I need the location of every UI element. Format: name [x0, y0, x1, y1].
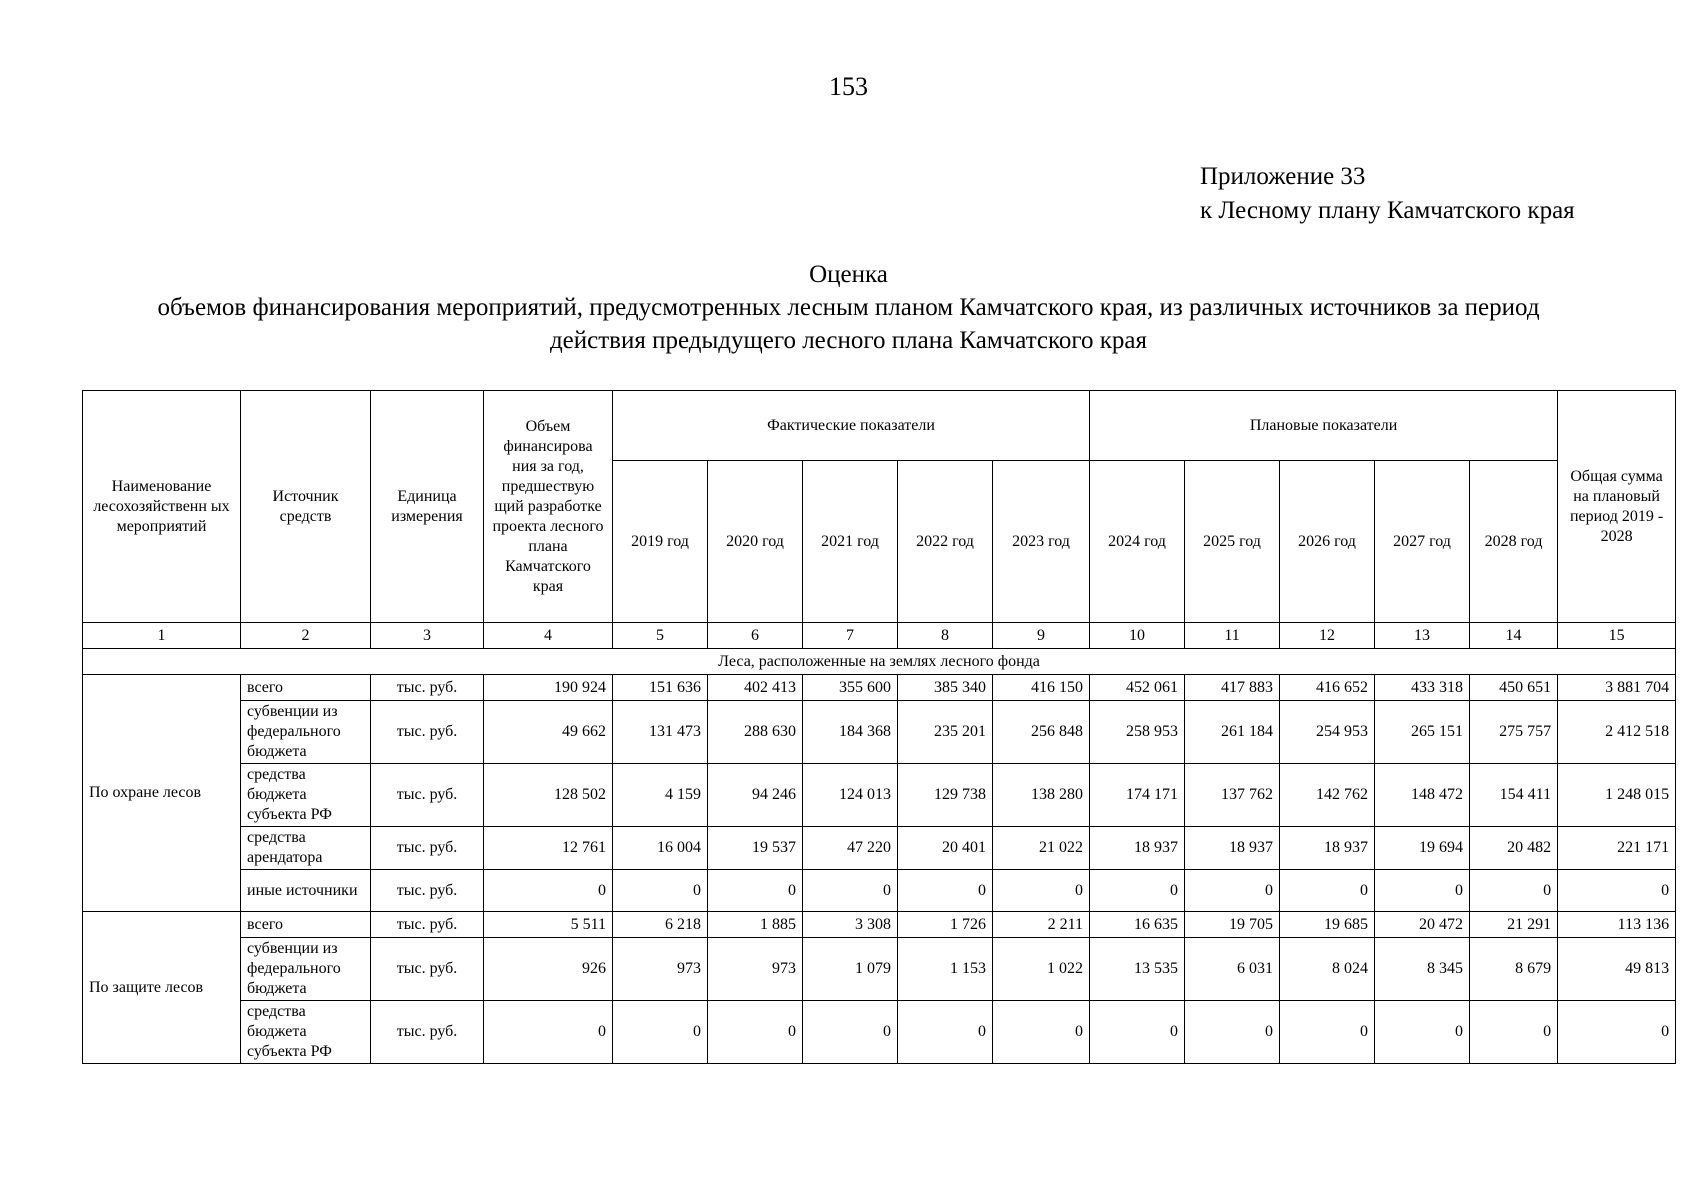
value-cell: 12 761 [484, 827, 613, 870]
column-number: 6 [708, 623, 803, 649]
value-cell: 0 [1375, 870, 1470, 912]
title-line-3: действия предыдущего лесного плана Камчатского края [549, 327, 1148, 354]
unit: тыс. руб. [371, 1001, 484, 1064]
value-cell: 6 218 [613, 912, 708, 938]
value-cell: 1 885 [708, 912, 803, 938]
value-cell: 0 [803, 870, 898, 912]
title-line-2: объемов финансирования мероприятий, предусмотренных лесным планом Камчатского края, из различных источников за период [157, 294, 1540, 321]
value-cell: 21 022 [993, 827, 1090, 870]
unit: тыс. руб. [371, 870, 484, 912]
value-cell: 128 502 [484, 764, 613, 827]
unit: тыс. руб. [371, 938, 484, 1001]
value-cell: 184 368 [803, 701, 898, 764]
value-cell: 221 171 [1558, 827, 1676, 870]
value-cell: 3 308 [803, 912, 898, 938]
activity-name: По охране лесов [83, 675, 241, 912]
value-cell: 142 762 [1280, 764, 1375, 827]
table-row [83, 938, 1676, 1001]
table-row [83, 701, 1676, 764]
value-cell: 94 246 [708, 764, 803, 827]
value-cell: 0 [1558, 870, 1676, 912]
header-year: 2023 год [993, 461, 1090, 623]
header-year: 2020 год [708, 461, 803, 623]
table-row [83, 1001, 1676, 1064]
value-cell: 6 031 [1185, 938, 1280, 1001]
value-cell: 0 [1090, 870, 1185, 912]
value-cell: 8 679 [1470, 938, 1558, 1001]
value-cell: 19 694 [1375, 827, 1470, 870]
table-row [83, 870, 1676, 912]
value-cell: 174 171 [1090, 764, 1185, 827]
value-cell: 151 636 [613, 675, 708, 701]
value-cell: 416 652 [1280, 675, 1375, 701]
funding-source: средства бюджета субъекта РФ [241, 1001, 371, 1064]
value-cell: 261 184 [1185, 701, 1280, 764]
value-cell: 13 535 [1090, 938, 1185, 1001]
value-cell: 0 [1280, 1001, 1375, 1064]
value-cell: 433 318 [1375, 675, 1470, 701]
value-cell: 20 472 [1375, 912, 1470, 938]
value-cell: 18 937 [1090, 827, 1185, 870]
value-cell: 138 280 [993, 764, 1090, 827]
value-cell: 21 291 [1470, 912, 1558, 938]
value-cell: 0 [898, 1001, 993, 1064]
value-cell: 1 079 [803, 938, 898, 1001]
value-cell: 1 248 015 [1558, 764, 1676, 827]
value-cell: 417 883 [1185, 675, 1280, 701]
column-number: 1 [83, 623, 241, 649]
value-cell: 0 [898, 870, 993, 912]
column-number: 14 [1470, 623, 1558, 649]
header-unit: Единица измерения [371, 391, 484, 623]
value-cell: 355 600 [803, 675, 898, 701]
table-row [83, 764, 1676, 827]
column-number: 5 [613, 623, 708, 649]
funding-source: всего [241, 912, 371, 938]
value-cell: 973 [708, 938, 803, 1001]
value-cell: 49 662 [484, 701, 613, 764]
header-funding-source: Источник средств [241, 391, 371, 623]
header-year: 2026 год [1280, 461, 1375, 623]
value-cell: 19 705 [1185, 912, 1280, 938]
header-year: 2028 год [1470, 461, 1558, 623]
value-cell: 926 [484, 938, 613, 1001]
section-title: Леса, расположенные на землях лесного фонда [83, 649, 1676, 675]
value-cell: 450 651 [1470, 675, 1558, 701]
column-number: 2 [241, 623, 371, 649]
header-previous-year-volume: Объем финансирова ния за год, предшествую щий разработке проекта лесного плана Камчатского края [484, 391, 613, 623]
column-number: 13 [1375, 623, 1470, 649]
value-cell: 19 537 [708, 827, 803, 870]
value-cell: 1 022 [993, 938, 1090, 1001]
value-cell: 288 630 [708, 701, 803, 764]
value-cell: 47 220 [803, 827, 898, 870]
value-cell: 4 159 [613, 764, 708, 827]
column-number: 3 [371, 623, 484, 649]
value-cell: 0 [1090, 1001, 1185, 1064]
value-cell: 19 685 [1280, 912, 1375, 938]
funding-source: средства арендатора [241, 827, 371, 870]
value-cell: 113 136 [1558, 912, 1676, 938]
column-number: 4 [484, 623, 613, 649]
value-cell: 131 473 [613, 701, 708, 764]
value-cell: 8 345 [1375, 938, 1470, 1001]
page-number: 153 [829, 72, 868, 101]
value-cell: 8 024 [1280, 938, 1375, 1001]
unit: тыс. руб. [371, 764, 484, 827]
value-cell: 258 953 [1090, 701, 1185, 764]
value-cell: 0 [1558, 1001, 1676, 1064]
value-cell: 416 150 [993, 675, 1090, 701]
value-cell: 0 [484, 870, 613, 912]
value-cell: 49 813 [1558, 938, 1676, 1001]
value-cell: 0 [1185, 870, 1280, 912]
value-cell: 0 [993, 1001, 1090, 1064]
value-cell: 18 937 [1185, 827, 1280, 870]
value-cell: 1 153 [898, 938, 993, 1001]
value-cell: 265 151 [1375, 701, 1470, 764]
unit: тыс. руб. [371, 701, 484, 764]
funding-source: субвенции из федерального бюджета [241, 938, 371, 1001]
document-title [40, 258, 1657, 357]
column-number: 11 [1185, 623, 1280, 649]
value-cell: 0 [1185, 1001, 1280, 1064]
column-number: 9 [993, 623, 1090, 649]
value-cell: 0 [1470, 1001, 1558, 1064]
header-year: 2021 год [803, 461, 898, 623]
value-cell: 190 924 [484, 675, 613, 701]
table-row [83, 912, 1676, 938]
financing-table [82, 390, 1676, 1064]
appendix-note [1200, 160, 1575, 228]
value-cell: 5 511 [484, 912, 613, 938]
column-number-row [83, 623, 1676, 649]
value-cell: 1 726 [898, 912, 993, 938]
header-year: 2027 год [1375, 461, 1470, 623]
column-number: 15 [1558, 623, 1676, 649]
table-row [83, 827, 1676, 870]
value-cell: 0 [1375, 1001, 1470, 1064]
value-cell: 0 [708, 870, 803, 912]
value-cell: 137 762 [1185, 764, 1280, 827]
value-cell: 275 757 [1470, 701, 1558, 764]
value-cell: 2 211 [993, 912, 1090, 938]
value-cell: 129 738 [898, 764, 993, 827]
value-cell: 973 [613, 938, 708, 1001]
appendix-line-1: Приложение 33 [1200, 163, 1366, 190]
column-number: 12 [1280, 623, 1375, 649]
value-cell: 0 [803, 1001, 898, 1064]
header-year: 2024 год [1090, 461, 1185, 623]
value-cell: 3 881 704 [1558, 675, 1676, 701]
title-line-1: Оценка [809, 261, 888, 288]
value-cell: 16 004 [613, 827, 708, 870]
value-cell: 16 635 [1090, 912, 1185, 938]
header-planned-indicators: Плановые показатели [1090, 391, 1558, 461]
value-cell: 254 953 [1280, 701, 1375, 764]
unit: тыс. руб. [371, 675, 484, 701]
column-number: 7 [803, 623, 898, 649]
header-activity-name: Наименование лесохозяйственн ых мероприятий [83, 391, 241, 623]
column-number: 10 [1090, 623, 1185, 649]
header-year: 2022 год [898, 461, 993, 623]
value-cell: 385 340 [898, 675, 993, 701]
section-title-row [83, 649, 1676, 675]
value-cell: 20 482 [1470, 827, 1558, 870]
activity-name: По защите лесов [83, 912, 241, 1064]
value-cell: 0 [1280, 870, 1375, 912]
header-year: 2025 год [1185, 461, 1280, 623]
value-cell: 256 848 [993, 701, 1090, 764]
value-cell: 235 201 [898, 701, 993, 764]
funding-source: всего [241, 675, 371, 701]
unit: тыс. руб. [371, 827, 484, 870]
funding-source: субвенции из федерального бюджета [241, 701, 371, 764]
value-cell: 0 [708, 1001, 803, 1064]
value-cell: 0 [1470, 870, 1558, 912]
value-cell: 18 937 [1280, 827, 1375, 870]
column-number: 8 [898, 623, 993, 649]
header-year: 2019 год [613, 461, 708, 623]
value-cell: 452 061 [1090, 675, 1185, 701]
header-actual-indicators: Фактические показатели [613, 391, 1090, 461]
value-cell: 0 [484, 1001, 613, 1064]
table-row [83, 675, 1676, 701]
value-cell: 124 013 [803, 764, 898, 827]
unit: тыс. руб. [371, 912, 484, 938]
value-cell: 2 412 518 [1558, 701, 1676, 764]
value-cell: 0 [993, 870, 1090, 912]
value-cell: 0 [613, 870, 708, 912]
appendix-line-2: к Лесному плану Камчатского края [1200, 197, 1575, 224]
funding-source: средства бюджета субъекта РФ [241, 764, 371, 827]
value-cell: 148 472 [1375, 764, 1470, 827]
value-cell: 402 413 [708, 675, 803, 701]
value-cell: 0 [613, 1001, 708, 1064]
value-cell: 154 411 [1470, 764, 1558, 827]
value-cell: 20 401 [898, 827, 993, 870]
funding-source: иные источники [241, 870, 371, 912]
header-total-amount: Общая сумма на плановый период 2019 - 2028 [1558, 391, 1676, 623]
